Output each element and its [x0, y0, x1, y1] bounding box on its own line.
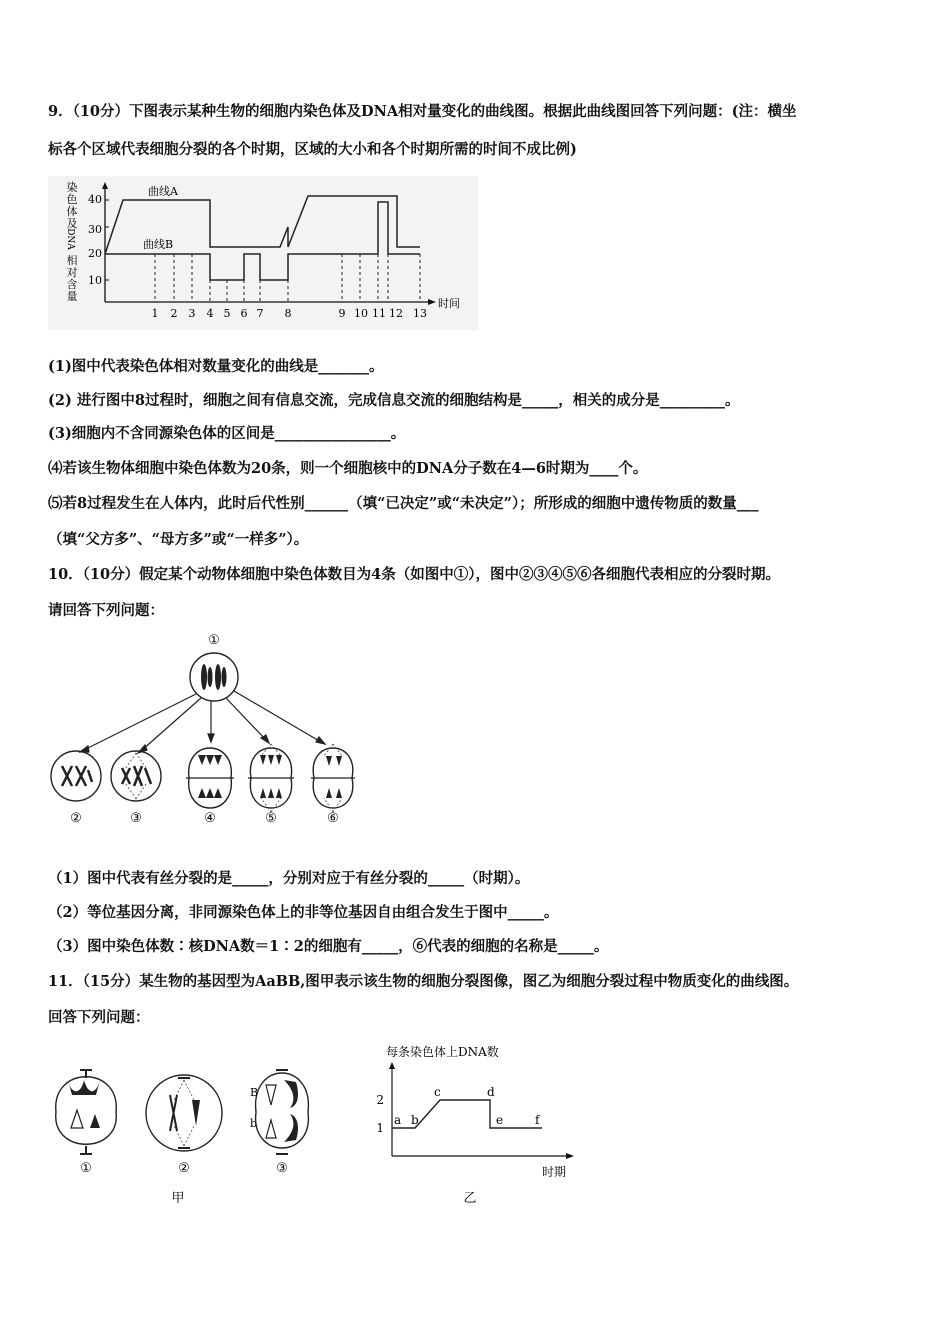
cell-1	[190, 653, 238, 701]
svg-text:量: 量	[66, 290, 78, 303]
q11-line1: 11．（15分）某生物的基因型为AaBB,图甲表示该生物的细胞分裂图像，图乙为细胞分裂过程中物质变化的曲线图。	[48, 973, 799, 990]
yi-point-labels	[394, 1085, 541, 1127]
svg-text:30: 30	[88, 223, 102, 236]
svg-text:10: 10	[354, 307, 368, 320]
yi-y-axis-label: 每条染色体上DNA数	[386, 1045, 499, 1059]
svg-text:5: 5	[223, 307, 231, 320]
q11-figure-yi	[370, 1040, 590, 1210]
gene-label-b-lower: b	[250, 1117, 258, 1130]
svg-text:④: ④	[204, 811, 216, 826]
cell1-label: ①	[208, 633, 220, 648]
svg-text:40: 40	[88, 193, 102, 206]
svg-text:4: 4	[206, 307, 214, 320]
svg-text:相: 相	[66, 254, 78, 267]
q9-sub2: (2) 进行图中8过程时，细胞之间有信息交流，完成信息交流的细胞结构是_____，相关的成分是_________。	[48, 392, 740, 409]
q11-line2: 回答下列问题：	[48, 1009, 150, 1026]
q9-sub1: (1)图中代表染色体相对数量变化的曲线是_______。	[48, 358, 384, 375]
svg-text:11: 11	[372, 307, 386, 320]
svg-text:c: c	[434, 1085, 441, 1099]
cell-6	[311, 744, 355, 812]
svg-text:①: ①	[80, 1161, 92, 1176]
svg-text:e: e	[496, 1113, 504, 1127]
q9-sub4: ⑷若该生物体细胞中染色体数为20条，则一个细胞核中的DNA分子数在4—6时期为____个。	[48, 460, 648, 477]
svg-text:染: 染	[66, 181, 78, 194]
svg-text:⑤: ⑤	[265, 811, 277, 826]
cell-4	[186, 748, 234, 808]
svg-text:③: ③	[276, 1161, 288, 1176]
curve-b-label: 曲线B	[143, 238, 174, 251]
svg-text:13: 13	[413, 307, 427, 320]
x-axis-label: 时间	[438, 297, 460, 310]
svg-text:及: 及	[66, 217, 78, 230]
yi-x-axis-label: 时期	[542, 1165, 567, 1179]
curve-a-label: 曲线A	[148, 185, 178, 198]
svg-text:⑥: ⑥	[327, 811, 339, 826]
q11-figure-jia	[46, 1050, 316, 1210]
q10-sub3: （3）图中染色体数∶核DNA数＝1∶2的细胞有_____，⑥代表的细胞的名称是_____。	[48, 938, 609, 955]
svg-text:12: 12	[389, 307, 403, 320]
cell-2	[51, 751, 101, 801]
yi-caption: 乙	[463, 1191, 477, 1206]
jia-cell-1	[56, 1070, 117, 1154]
jia-cell-3	[250, 1070, 308, 1154]
yi-x-axis-arrow	[566, 1153, 574, 1159]
svg-text:3: 3	[188, 307, 196, 320]
jia-cell-labels	[80, 1161, 288, 1176]
svg-text:②: ②	[178, 1161, 190, 1176]
svg-text:8: 8	[284, 307, 292, 320]
cell-labels	[70, 811, 339, 826]
x-ticks	[152, 307, 428, 320]
yi-y-tick-1: 1	[376, 1121, 384, 1135]
q9-sub3: (3)细胞内不含同源染色体的区间是________________。	[48, 425, 406, 442]
q9-sub5b: （填“父方多”、“母方多”或“一样多”）。	[48, 531, 309, 548]
svg-text:b: b	[411, 1113, 419, 1127]
yi-y-axis-arrow	[389, 1062, 395, 1069]
q9-sub5a: ⑸若8过程发生在人体内，此时后代性别______（填“已决定”或“未决定”）；所形成的细胞中遗传物质的数量___	[48, 495, 759, 512]
svg-text:②: ②	[70, 811, 82, 826]
cell-5	[248, 744, 294, 812]
q9-line2: 标各个区域代表细胞分裂的各个时期，区域的大小和各个时期所需的时间不成比例)	[48, 141, 577, 158]
svg-text:含: 含	[66, 278, 78, 291]
q9-line1: 9．（10分）下图表示某种生物的细胞内染色体及DNA相对量变化的曲线图。根据此曲线图回答下列问题：(注：横坐	[48, 103, 797, 120]
q10-cell-diagram	[46, 628, 366, 828]
svg-text:DNA: DNA	[65, 228, 75, 250]
svg-text:7: 7	[256, 307, 264, 320]
svg-text:20: 20	[88, 247, 102, 260]
svg-text:2: 2	[170, 307, 178, 320]
svg-text:f: f	[535, 1113, 540, 1127]
svg-text:对: 对	[66, 266, 78, 279]
q9-chart	[48, 176, 478, 330]
svg-text:体: 体	[66, 205, 78, 218]
svg-text:d: d	[487, 1085, 495, 1099]
division-arrows	[80, 691, 325, 753]
q10-sub2: （2）等位基因分离，非同源染色体上的非等位基因自由组合发生于图中_____。	[48, 904, 559, 921]
svg-text:色: 色	[66, 193, 78, 206]
svg-text:6: 6	[240, 307, 248, 320]
cell-3	[111, 751, 161, 801]
jia-cell-2	[146, 1075, 222, 1151]
y-axis-label	[65, 180, 78, 303]
q10-line1: 10．（10分）假定某个动物体细胞中染色体数目为4条（如图中①），图中②③④⑤⑥各细胞代表相应的分裂时期。	[48, 566, 780, 583]
yi-y-tick-2: 2	[376, 1093, 384, 1107]
svg-text:10: 10	[88, 274, 102, 287]
gene-label-b-upper: B	[250, 1086, 259, 1099]
q10-sub1: （1）图中代表有丝分裂的是_____，分别对应于有丝分裂的_____（时期）。	[48, 870, 530, 887]
svg-text:1: 1	[151, 307, 159, 320]
svg-text:9: 9	[338, 307, 346, 320]
svg-text:③: ③	[130, 811, 142, 826]
q10-line2: 请回答下列问题：	[48, 602, 164, 619]
jia-caption: 甲	[171, 1191, 185, 1206]
svg-text:a: a	[394, 1113, 402, 1127]
